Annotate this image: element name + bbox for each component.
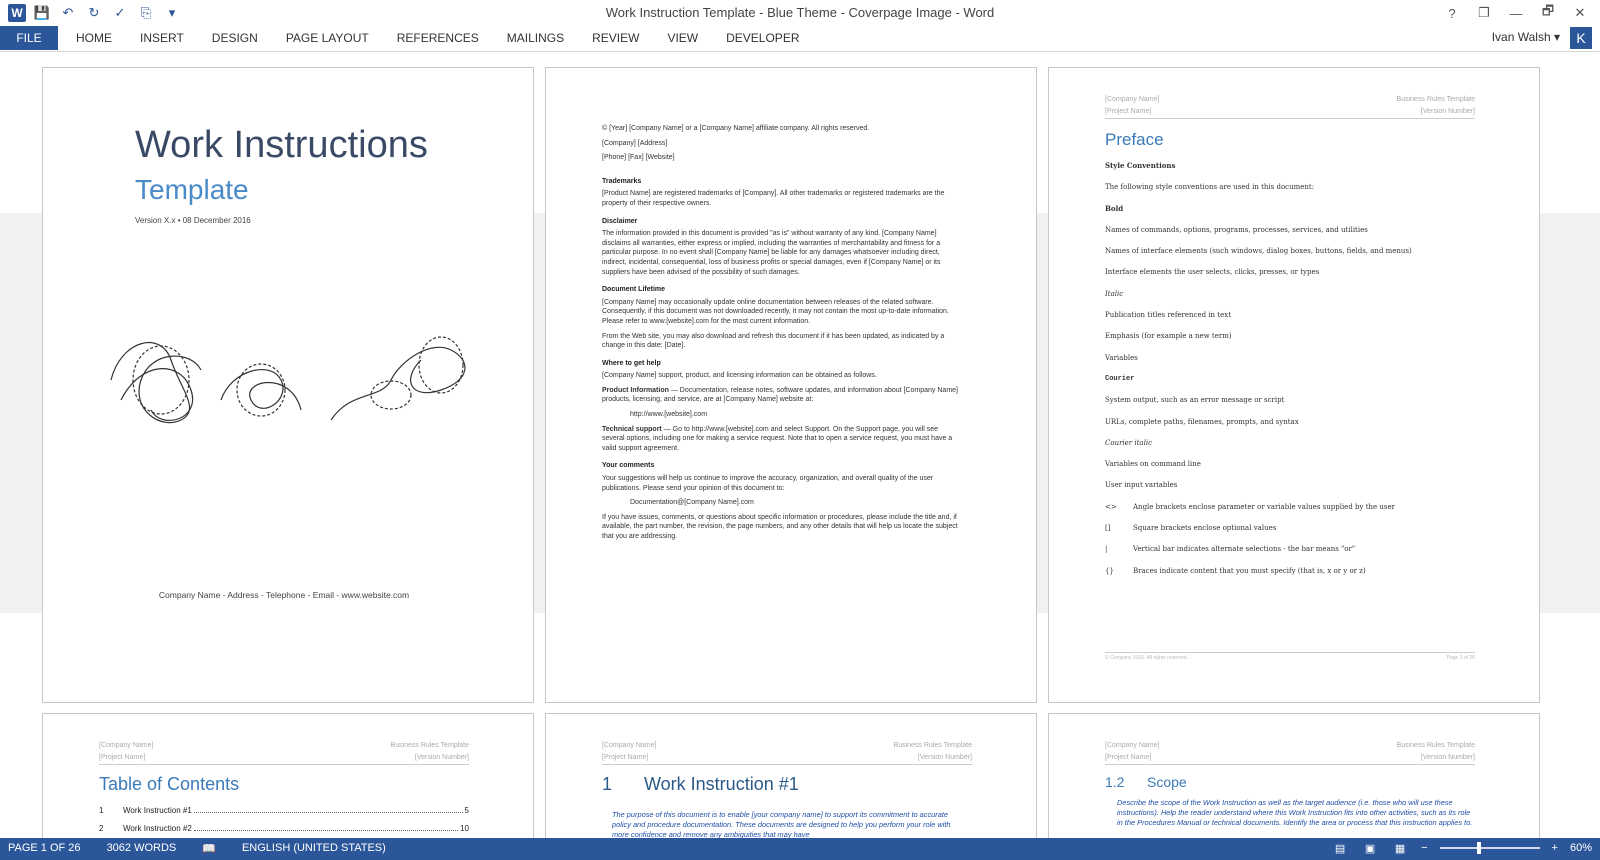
purpose-text: The purpose of this document is to enable [your company name] to support its commitment to accurate policy and procedure documentation. These documents are designed to help you perform your role with more confidence and remove any ambiguities that may have	[612, 810, 951, 838]
save-icon[interactable]: 💾	[33, 5, 51, 20]
customize-qat-icon[interactable]: ▾	[168, 5, 176, 20]
window-title: Work Instruction Template - Blue Theme - Coverpage Image - Word	[605, 5, 995, 20]
help-icon[interactable]: ?	[1448, 5, 1456, 21]
page-toc[interactable]	[42, 713, 534, 838]
knots-illustration	[101, 320, 481, 440]
spelling-icon[interactable]: ✓	[114, 5, 126, 20]
ribbon-tabs	[0, 26, 1600, 52]
tab-view[interactable]: VIEW	[667, 31, 699, 45]
close-icon[interactable]: ✕	[1574, 5, 1586, 20]
cover-subtitle: Template	[135, 174, 249, 205]
page-copyright[interactable]	[545, 67, 1037, 703]
page-cover[interactable]	[42, 67, 534, 703]
document-canvas[interactable]	[0, 53, 1600, 838]
zoom-slider[interactable]	[1440, 847, 1540, 849]
tab-insert[interactable]: INSERT	[140, 31, 184, 45]
cover-version: Version X.x • 08 December 2016	[135, 216, 251, 225]
language[interactable]: ENGLISH (UNITED STATES)	[241, 842, 386, 854]
undo-icon[interactable]: ↶	[62, 5, 74, 20]
copyright-text: © [Year] [Company Name] or a [Company Name] affiliate company. All rights reserved. [Company] [Address] [Phone] [Fax] [Website] Trademarks [Product Name] are registered trademarks of [Company]. All other trademarks or registered trademarks are the property of their respective owners. Disclaimer The information provided in this document is provided "as is" without warranty of any kind. [Company Name] disclaims all warranties, either express or implied, including the warranties of merchantability and fitness for a particular purpose. In no event shall [Company Name] be liable for any damages whatsoever including direct, indirect, incidental, consequential, loss of business profits or special damages, even if [Company Name] or its suppliers have been advised of the possibility of such damages. Document Lifetime [Company Name] may occasionally update online documentation between releases of the related software. Consequently, if this document was not downloaded recently, it may not contain the most up-to-date information. Please refer to www.[website].com for the most current information. From the Web site, you may also download and refresh this document if it has been updated, as indicated by a change in this date: [Date]. Where to get help [Company Name] support, product, and licensing information can be obtained as follows. Product Information — Documentation, release notes, software updates, and information about [Company Name] products, licensing, and service, are at [Company Name] website at: http://www.[website].com Technical support — Go to http://www.[website].com and select Support. On the Support page, you will see several options, including one for making a service request. Note that to open a service request, you must have a valid support agreement. Your comments Your suggestions will help us continue to improve the accuracy, organization, and overall quality of the user publications. Please send your opinion of this document to: Documentation@[Company Name].com If you have issues, comments, or questions about specific information or procedures, please include the title and, if available, the part number, the revision, the page numbers, and any other details that will help us locate the subject that you are addressing.	[602, 124, 962, 547]
print-layout-icon[interactable]: ▣	[1364, 842, 1376, 855]
proofing-icon[interactable]: 📖	[202, 843, 216, 855]
work-instruction-heading: 1 Work Instruction #1	[602, 774, 799, 794]
heading-disclaimer: Disclaimer	[602, 217, 638, 225]
tab-home[interactable]: HOME	[76, 31, 112, 45]
tab-design[interactable]: DESIGN	[211, 31, 258, 45]
scope-text: Describe the scope of the Work Instruction as well as the target audience (i.e. those who will use these instructions). Help the reader understand where this Work Instruction fits into other activities, such as its role in the Procedures Manual or technical documents. Identify the area or process that this instruction applies to.	[1117, 798, 1473, 827]
minimize-icon[interactable]: —	[1509, 5, 1523, 21]
page-preface[interactable]	[1048, 67, 1540, 703]
page-header: [Company Name] Business Rules Template [Project Name] [Version Number]	[99, 740, 469, 765]
page-header: [Company Name] Business Rules Template [Project Name] [Version Number]	[1105, 740, 1475, 765]
web-layout-icon[interactable]: ▦	[1394, 842, 1406, 855]
heading-where-to-get-help: Where to get help	[602, 359, 661, 367]
read-mode-icon[interactable]: ▤	[1334, 842, 1346, 855]
avatar[interactable]: K	[1570, 27, 1592, 49]
ribbon-display-options-icon[interactable]: ❐	[1478, 5, 1490, 20]
window-controls	[1438, 2, 1594, 24]
heading-document-lifetime: Document Lifetime	[602, 286, 666, 294]
preface-title: Preface	[1105, 130, 1164, 149]
restore-icon[interactable]: 🗗	[1541, 3, 1555, 18]
page-work-instruction-1[interactable]	[545, 713, 1037, 838]
heading-trademarks: Trademarks	[602, 177, 642, 185]
page-count[interactable]: PAGE 1 OF 26	[8, 842, 81, 854]
status-bar	[0, 838, 1600, 860]
zoom-level[interactable]: 60%	[1569, 842, 1592, 854]
tab-page-layout[interactable]: PAGE LAYOUT	[285, 31, 369, 45]
word-app-icon[interactable]: W	[8, 4, 26, 22]
redo-icon[interactable]: ↻	[88, 5, 100, 20]
toc-entry[interactable]: 1 Work Instruction #1 5	[99, 806, 469, 815]
cover-footer: Company Name - Address - Telephone - Email - www.website.com	[158, 590, 410, 600]
tab-developer[interactable]: DEVELOPER	[726, 31, 800, 45]
tab-references[interactable]: REFERENCES	[396, 31, 479, 45]
zoom-in-icon[interactable]: +	[1551, 842, 1558, 854]
page-header: [Company Name] Business Rules Template [Project Name] [Version Number]	[602, 740, 972, 765]
scope-heading: 1.2 Scope	[1105, 774, 1187, 790]
style-conventions: Style Conventions The following style conventions are used in this document: Bold Names of commands, options, programs, processes, services, and utilities Names of interface elements (such windows, dialog boxes, buttons, fields, and menus) Interface elements the user selects, clicks, presses, or types Italic Publication titles referenced in text Emphasis (for example a new term) Variables Courier System output, such as an error message or script URLs, complete paths, filenames, prompts, and syntax Courier italic Variables on command line User input variables <> Angle brackets enclose parameter or variable values supplied by the user [] Square brackets enclose optional values | Vertical bar indicates alternate selections - the bar means "or" {} Braces indicate content that you must specify (that is, x or y or z)	[1105, 161, 1412, 575]
user-name[interactable]: Ivan Walsh ▾	[1491, 30, 1560, 44]
tab-file[interactable]: FILE	[0, 26, 58, 50]
zoom-slider-thumb[interactable]	[1477, 842, 1481, 854]
toc-title: Table of Contents	[99, 774, 240, 794]
page-footer: © Company 2016. All rights reserved. Page 3 of 26	[1105, 652, 1475, 661]
touch-mode-icon[interactable]: ⎘	[140, 5, 152, 20]
tab-mailings[interactable]: MAILINGS	[506, 31, 565, 45]
cover-title: Work Instructions	[135, 124, 428, 166]
heading-your-comments: Your comments	[602, 462, 655, 470]
word-count[interactable]: 3062 WORDS	[106, 842, 177, 854]
toc-entry[interactable]: 2 Work Instruction #2 10	[99, 824, 469, 833]
tab-review[interactable]: REVIEW	[592, 31, 640, 45]
page-scope[interactable]	[1048, 713, 1540, 838]
zoom-out-icon[interactable]: −	[1421, 842, 1428, 854]
page-header: [Company Name] Business Rules Template [Project Name] [Version Number]	[1105, 94, 1475, 119]
title-bar	[0, 0, 1600, 26]
